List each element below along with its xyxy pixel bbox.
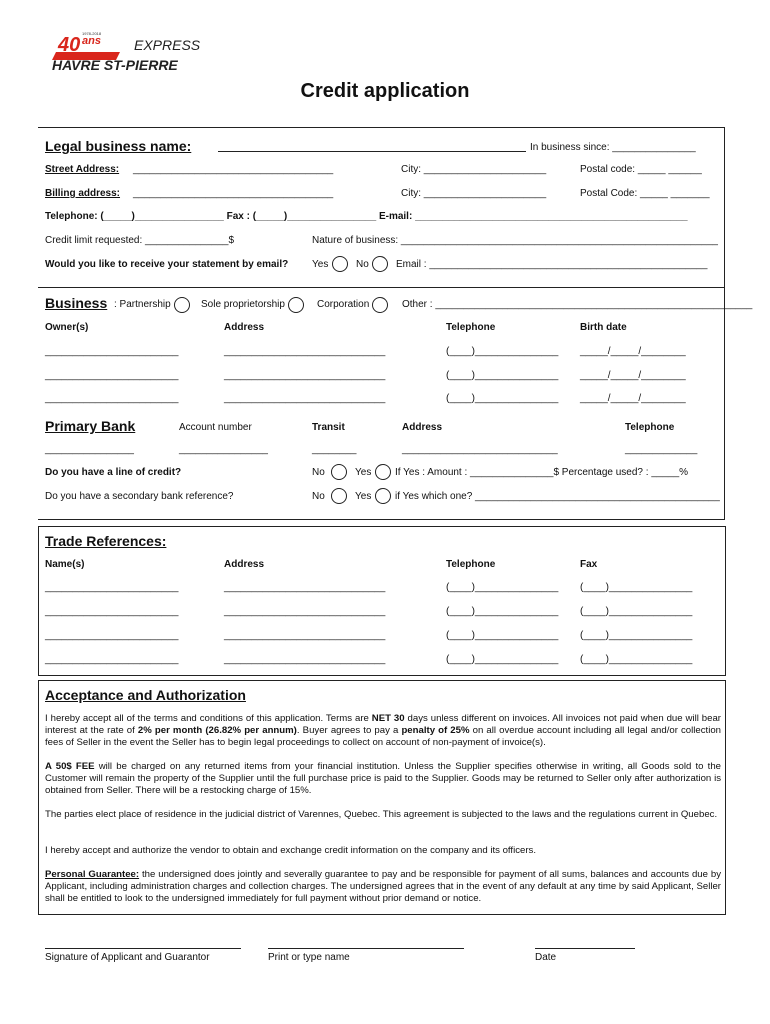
terms-paragraph: I hereby accept all of the terms and conditions of this application. Terms are NET 30 days unless different on invoices. All invoices not paid when due will bear interest at the rate of 2% per month (26.82% per annum). Buyer agrees to pay a penalty of 25% on all overdue account including all legal and/or collection fees of Seller in the event the Seller has to begin legal proceedings to collect on account of non-payment of invoice(s). <box>45 713 722 748</box>
statement-no-label: No <box>356 259 369 270</box>
trade-name-1[interactable]: ________________________ <box>45 582 179 593</box>
bank-name-field[interactable]: ________________ <box>45 444 134 455</box>
line-credit-yes-label: Yes <box>355 467 372 478</box>
owner-birth-3[interactable]: _____/_____/________ <box>580 393 686 404</box>
divider <box>38 287 725 288</box>
bank-address-label: Address <box>402 422 443 433</box>
page-title: Credit application <box>300 80 470 102</box>
partnership-label: : Partnership <box>114 299 171 310</box>
statement-email-question: Would you like to receive your statement by email? <box>45 259 289 270</box>
jurisdiction-paragraph: The parties elect place of residence in the judicial district of Varennes, Quebec. This agreement is subjected to the laws and the regulations current in Quebec. <box>45 809 718 820</box>
owner-address-2[interactable]: _____________________________ <box>224 370 386 381</box>
corporation-radio[interactable] <box>372 297 388 313</box>
bank-account-label: Account number <box>179 422 252 433</box>
trade-address-2[interactable]: _____________________________ <box>224 606 386 617</box>
street-label: Street Address: <box>45 164 120 175</box>
secondary-no-label: No <box>312 491 325 502</box>
trade-fax-2[interactable]: (____)_______________ <box>580 606 693 617</box>
print-name-line[interactable] <box>268 948 464 949</box>
owner-birth-1[interactable]: _____/_____/________ <box>580 346 686 357</box>
trade-fax-3[interactable]: (____)_______________ <box>580 630 693 641</box>
postal-field-1[interactable]: Postal code: _____ ______ <box>580 164 702 175</box>
logo-ans: ans <box>82 35 101 47</box>
sole-label: Sole proprietorship <box>201 299 285 310</box>
logo-express: EXPRESS <box>134 37 201 53</box>
statement-no-radio[interactable] <box>372 256 388 272</box>
bank-title: Primary Bank <box>45 418 136 434</box>
street-field[interactable]: ____________________________________ <box>133 164 334 175</box>
billing-field[interactable]: ____________________________________ <box>133 188 334 199</box>
legal-name-label: Legal business name: <box>45 138 192 154</box>
partnership-radio[interactable] <box>174 297 190 313</box>
bank-transit-field[interactable]: ________ <box>312 444 357 455</box>
signature-line[interactable] <box>45 948 241 949</box>
secondary-yes-radio[interactable] <box>375 488 391 504</box>
secondary-which-field[interactable]: if Yes which one? ____________________________________________ <box>395 491 720 502</box>
corporation-label: Corporation <box>317 299 370 310</box>
trade-col-fax: Fax <box>580 559 598 570</box>
logo-range: 1978-2018 <box>82 31 102 36</box>
owner-tel-3[interactable]: (____)_______________ <box>446 393 559 404</box>
owner-address-3[interactable]: _____________________________ <box>224 393 386 404</box>
telephone-fax-email-row[interactable]: Telephone: (_____)________________ Fax : (_____)________________ E-mail: _________________________________________________ <box>45 211 688 222</box>
trade-name-3[interactable]: ________________________ <box>45 630 179 641</box>
bank-account-field[interactable]: ________________ <box>179 444 268 455</box>
company-logo <box>50 30 210 72</box>
business-since-field[interactable]: In business since: _______________ <box>530 142 696 153</box>
acceptance-title: Acceptance and Authorization <box>45 687 246 703</box>
business-title: Business <box>45 295 108 311</box>
bank-telephone-label: Telephone <box>625 422 675 433</box>
trade-tel-1[interactable]: (____)_______________ <box>446 582 559 593</box>
owner-tel-1[interactable]: (____)_______________ <box>446 346 559 357</box>
bank-address-field[interactable]: ____________________________ <box>402 444 558 455</box>
trade-tel-2[interactable]: (____)_______________ <box>446 606 559 617</box>
secondary-no-radio[interactable] <box>331 488 347 504</box>
city-field-1[interactable]: City: ______________________ <box>401 164 547 175</box>
authorization-paragraph: I hereby accept and authorize the vendor to obtain and exchange credit information on the company and its officers. <box>45 845 537 856</box>
trade-tel-3[interactable]: (____)_______________ <box>446 630 559 641</box>
secondary-yes-label: Yes <box>355 491 372 502</box>
legal-name-field[interactable] <box>218 151 526 152</box>
other-field[interactable]: Other : _________________________________________________________ <box>402 299 753 310</box>
postal-field-2[interactable]: Postal Code: _____ _______ <box>580 188 710 199</box>
logo-company: HAVRE ST-PIERRE <box>52 57 178 72</box>
trade-title: Trade References: <box>45 533 167 549</box>
col-telephone: Telephone <box>446 322 496 333</box>
line-credit-amount-field[interactable]: If Yes : Amount : _______________$ Percentage used? : _____% <box>395 467 689 478</box>
secondary-bank-question: Do you have a secondary bank reference? <box>45 491 234 502</box>
sole-radio[interactable] <box>288 297 304 313</box>
date-label: Date <box>535 952 557 963</box>
trade-name-4[interactable]: ________________________ <box>45 654 179 665</box>
signature-label: Signature of Applicant and Guarantor <box>45 952 210 963</box>
statement-yes-label: Yes <box>312 259 329 270</box>
owner-3[interactable]: ________________________ <box>45 393 179 404</box>
trade-address-1[interactable]: _____________________________ <box>224 582 386 593</box>
owner-1[interactable]: ________________________ <box>45 346 179 357</box>
trade-address-3[interactable]: _____________________________ <box>224 630 386 641</box>
line-credit-no-radio[interactable] <box>331 464 347 480</box>
statement-email-field[interactable]: Email : __________________________________________________ <box>396 259 708 270</box>
credit-limit-field[interactable]: Credit limit requested: _______________$ <box>45 235 235 246</box>
bank-telephone-field[interactable]: _____________ <box>625 444 698 455</box>
trade-col-address: Address <box>224 559 265 570</box>
owner-birth-2[interactable]: _____/_____/________ <box>580 370 686 381</box>
logo-years: 40 <box>58 34 81 56</box>
owner-address-1[interactable]: _____________________________ <box>224 346 386 357</box>
col-owner: Owner(s) <box>45 322 89 333</box>
trade-col-telephone: Telephone <box>446 559 496 570</box>
statement-yes-radio[interactable] <box>332 256 348 272</box>
date-line[interactable] <box>535 948 635 949</box>
line-credit-no-label: No <box>312 467 325 478</box>
print-name-label: Print or type name <box>268 952 350 963</box>
fee-paragraph: A 50$ FEE will be charged on any returned items from your financial institution. Unless the Supplier specifies otherwise in writing, all Goods sold to the Customer will remain the property of the Supplier until the full purchase price is paid to the Supplier. Goods may be returned to Seller only after authorization is obtained from Seller. There will be a restocking charge of 15%. <box>45 761 721 796</box>
trade-name-2[interactable]: ________________________ <box>45 606 179 617</box>
bank-transit-label: Transit <box>312 422 345 433</box>
billing-label: Billing address: <box>45 188 121 199</box>
city-field-2[interactable]: City: ______________________ <box>401 188 547 199</box>
col-birth-date: Birth date <box>580 322 627 333</box>
owner-2[interactable]: ________________________ <box>45 370 179 381</box>
line-credit-yes-radio[interactable] <box>375 464 391 480</box>
trade-tel-4[interactable]: (____)_______________ <box>446 654 559 665</box>
box-top-border <box>38 127 725 128</box>
trade-fax-4[interactable]: (____)_______________ <box>580 654 693 665</box>
line-credit-question: Do you have a line of credit? <box>45 467 182 478</box>
trade-address-4[interactable]: _____________________________ <box>224 654 386 665</box>
guarantee-paragraph: Personal Guarantee: the undersigned does jointly and severally guarantee to pay and be responsible for payment of all sums, balances and accounts due by Applicant, including administration charges and collection charges. The undersigned agrees that in the event of any default at any time by said Applicant, Seller shall be entitled to look to the undersigned immediately for full payment without prior demand or notice. <box>45 869 721 904</box>
owner-tel-2[interactable]: (____)_______________ <box>446 370 559 381</box>
nature-business-field[interactable]: Nature of business: _________________________________________________________ <box>312 235 718 246</box>
col-address: Address <box>224 322 265 333</box>
trade-col-name: Name(s) <box>45 559 85 570</box>
trade-fax-1[interactable]: (____)_______________ <box>580 582 693 593</box>
